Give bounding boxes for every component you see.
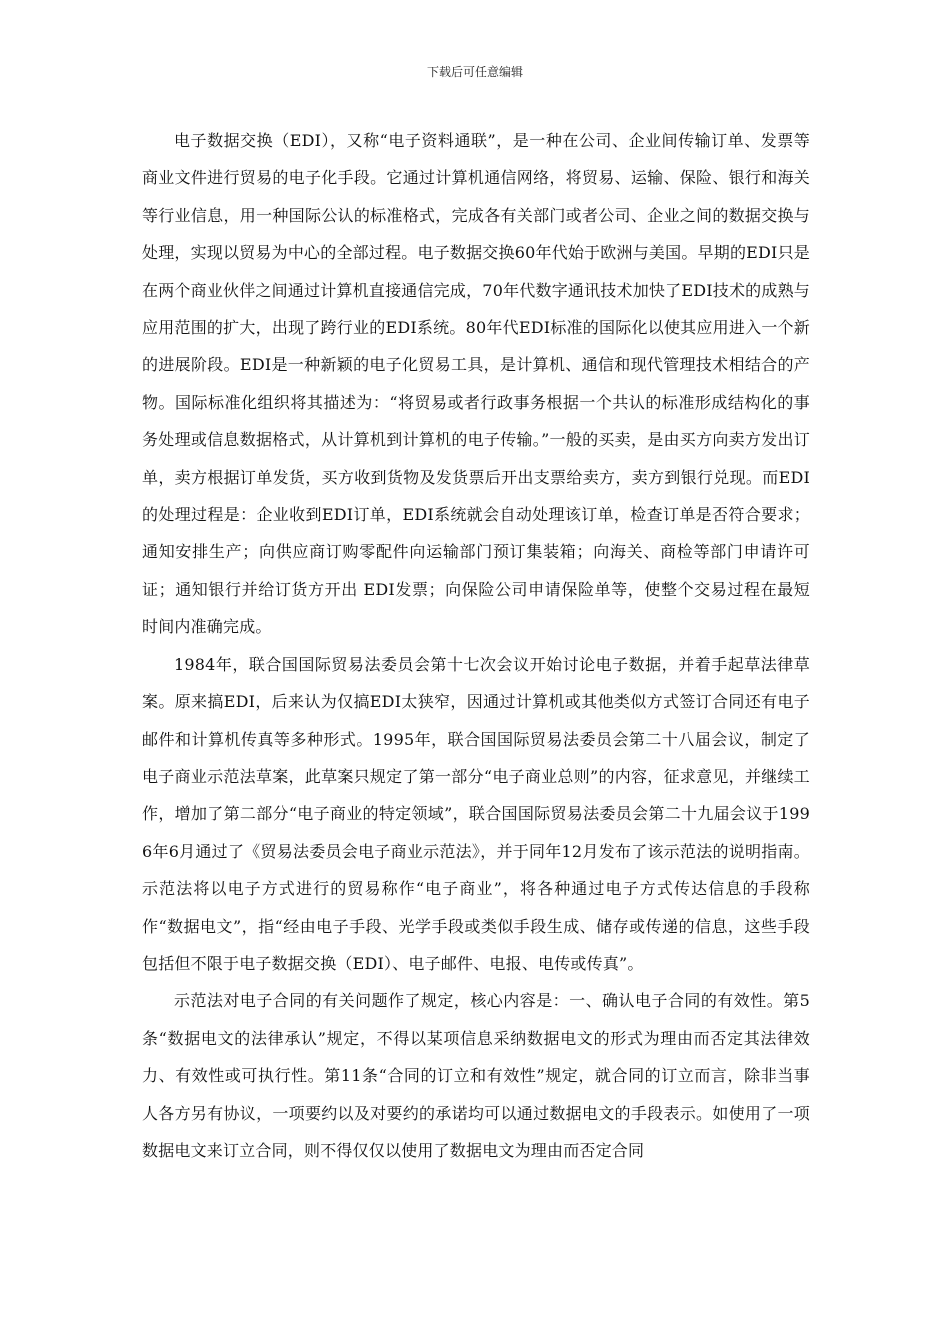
page-header: 下载后可任意编辑 (426, 65, 523, 79)
paragraph-model-law-provisions: 示范法对电子合同的有关问题作了规定，核心内容是：一、确认电子合同的有效性。第5条“数据电文的法律承认”规定，不得以某项信息采纳数据电文的形式为理由而否定其法律效力、有效性或可执行性。第11条“合同的订立和有效性”规定，就合同的订立而言，除非当事人各方另有协议，一项要约以及对要约的承诺均可以通过数据电文的手段表示。如使用了一项数据电文来订立合同，则不得仅仅以使用了数据电文为理由而否定合同 (142, 991, 810, 1160)
paragraph-uncitral-history: 1984年，联合国国际贸易法委员会第十七次会议开始讨论电子数据，并着手起草法律草案。原来搞EDI，后来认为仅搞EDI太狭窄，因通过计算机或其他类似方式签订合同还有电子邮件和计算机传真等多种形式。1995年，联合国国际贸易法委员会第二十八届会议，制定了电子商业示范法草案，此草案只规定了第一部分“电子商业总则”的内容，征求意见，并继续工作，增加了第二部分“电子商业的特定领域”，联合国国际贸易法委员会第二十九届会议于1996年6月通过了《贸易法委员会电子商业示范法》，并于同年12月发布了该示范法的说明指南。示范法将以电子方式进行的贸易称作“电子商业”，将各种通过电子方式传达信息的手段称作“数据电文”，指“经由电子手段、光学手段或类似手段生成、储存或传递的信息，这些手段包括但不限于电子数据交换（EDI）、电子邮件、电报、电传或传真”。 (142, 654, 810, 973)
paragraph-edi-definition: 电子数据交换（EDI），又称“电子资料通联”，是一种在公司、企业间传输订单、发票等商业文件进行贸易的电子化手段。它通过计算机通信网络，将贸易、运输、保险、银行和海关等行业信息，用一种国际公认的标准格式，完成各有关部门或者公司、企业之间的数据交换与处理，实现以贸易为中心的全部过程。电子数据交换60年代始于欧洲与美国。早期的EDI只是在两个商业伙伴之间通过计算机直接通信完成，70年代数字通讯技术加快了EDI技术的成熟与应用范围的扩大，出现了跨行业的EDI系统。80年代EDI标准的国际化以使其应用进入一个新的进展阶段。EDI是一种新颖的电子化贸易工具，是计算机、通信和现代管理技术相结合的产物。国际标准化组织将其描述为：“将贸易或者行政事务根据一个共认的标准形成结构化的事务处理或信息数据格式，从计算机到计算机的电子传输。”一般的买卖，是由买方向卖方发出订单，卖方根据订单发货，买方收到货物及发货票后开出支票给卖方，卖方到银行兑现。而EDI的处理过程是：企业收到EDI订单，EDI系统就会自动处理该订单，检查订单是否符合要求；通知安排生产；向供应商订购零配件向运输部门预订集装箱；向海关、商检等部门申请许可证；通知银行并给订货方开出 EDI发票；向保险公司申请保险单等，使整个交易过程在最短时间内准确完成。 (142, 131, 810, 637)
document-body (142, 122, 810, 1169)
